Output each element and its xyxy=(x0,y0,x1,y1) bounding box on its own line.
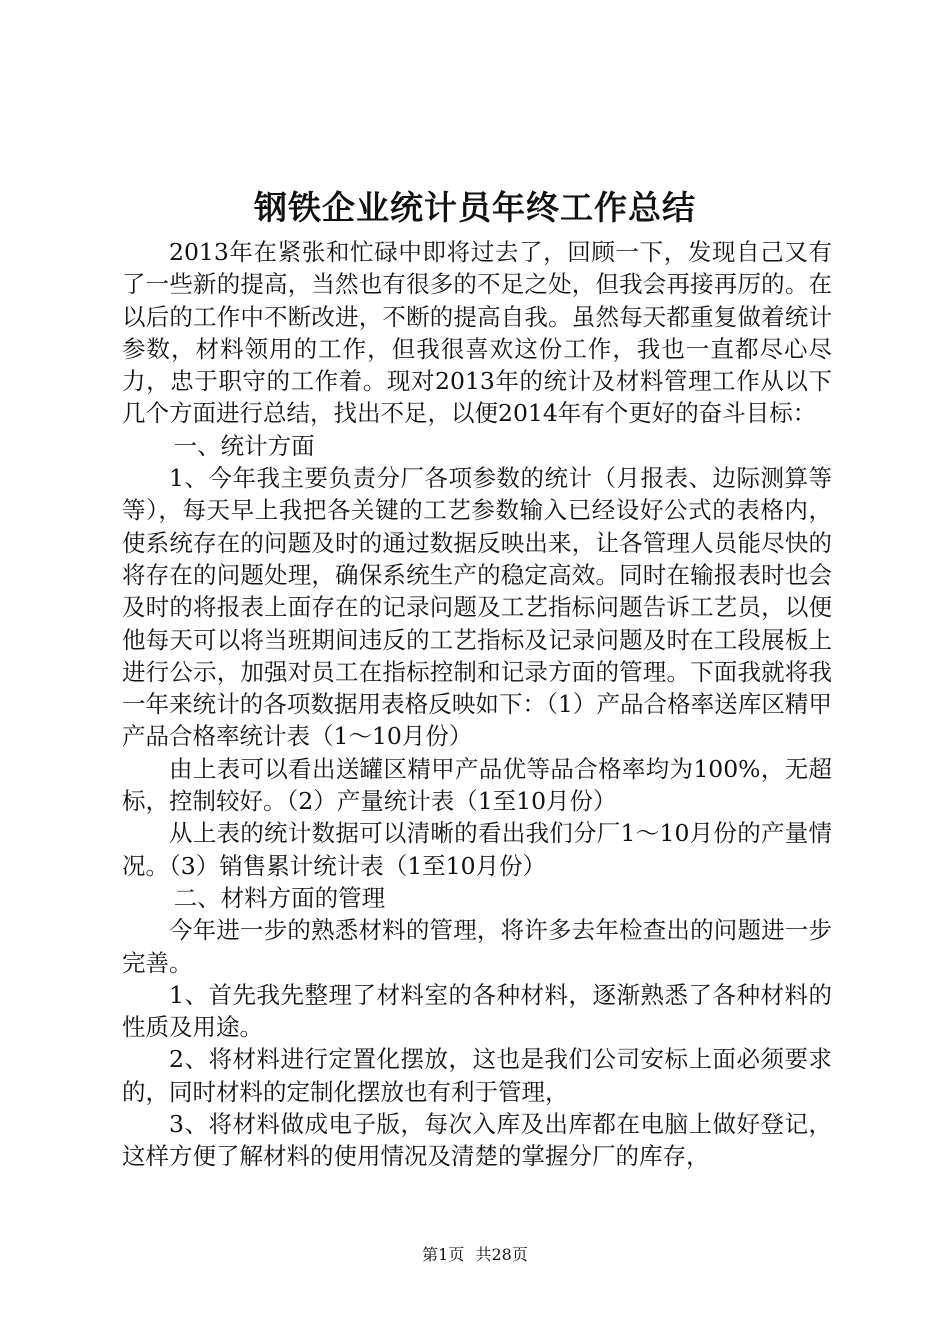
materials-paragraph-1: 1、首先我先整理了材料室的各种材料，逐渐熟悉了各种材料的性质及用途。 xyxy=(122,980,832,1042)
statistics-paragraph-1: 1、今年我主要负责分厂各项参数的统计（月报表、边际测算等等），每天早上我把各关键的工艺参数输入已经设好公式的表格内，使系统存在的问题及时的通过数据反映出来，让各管理人员能尽快的将存在的问题处理，确保系统生产的稳定高效。同时在输报表时也会及时的将报表上面存在的记录问题及工艺指标问题告诉工艺员，以便他每天可以将当班期间违反的工艺指标及记录问题及时在工段展板上进行公示，加强对员工在指标控制和记录方面的管理。下面我就将我一年来统计的各项数据用表格反映如下：（1）产品合格率送库区精甲产品合格率统计表（1～10月份） xyxy=(122,464,832,751)
page-number: 第1页 xyxy=(422,1245,465,1264)
document-title: 钢铁企业统计员年终工作总结 xyxy=(254,188,696,227)
page-total: 共28页 xyxy=(475,1245,528,1264)
section-heading-statistics: 一、统计方面 xyxy=(173,431,315,460)
document-body xyxy=(122,236,832,1173)
intro-paragraph: 2013年在紧张和忙碌中即将过去了，回顾一下，发现自己又有了一些新的提高，当然也有很多的不足之处，但我会再接再厉的。在以后的工作中不断改进，不断的提高自我。虽然每天都重复做着统计参数，材料领用的工作，但我很喜欢这份工作，我也一直都尽心尽力，忠于职守的工作着。现对2013年的统计及材料管理工作从以下几个方面进行总结，找出不足，以便2014年有个更好的奋斗目标： xyxy=(122,238,832,428)
materials-paragraph-3: 3、将材料做成电子版，每次入库及出库都在电脑上做好登记，这样方便了解材料的使用情况及清楚的掌握分厂的库存， xyxy=(122,1110,832,1171)
section-heading-materials: 二、材料方面的管理 xyxy=(173,883,386,912)
materials-paragraph-intro: 今年进一步的熟悉材料的管理，将许多去年检查出的问题进一步完善。 xyxy=(122,916,832,977)
statistics-paragraph-3: 从上表的统计数据可以清晰的看出我们分厂1～10月份的产量情况。（3）销售累计统计表（1至10月份） xyxy=(122,819,832,880)
materials-paragraph-2: 2、将材料进行定置化摆放，这也是我们公司安标上面必须要求的，同时材料的定制化摆放也有利于管理， xyxy=(122,1045,832,1106)
statistics-paragraph-2: 由上表可以看出送罐区精甲产品优等品合格率均为100%，无超标，控制较好。（2）产量统计表（1至10月份） xyxy=(122,754,832,816)
page-footer xyxy=(0,1244,950,1266)
